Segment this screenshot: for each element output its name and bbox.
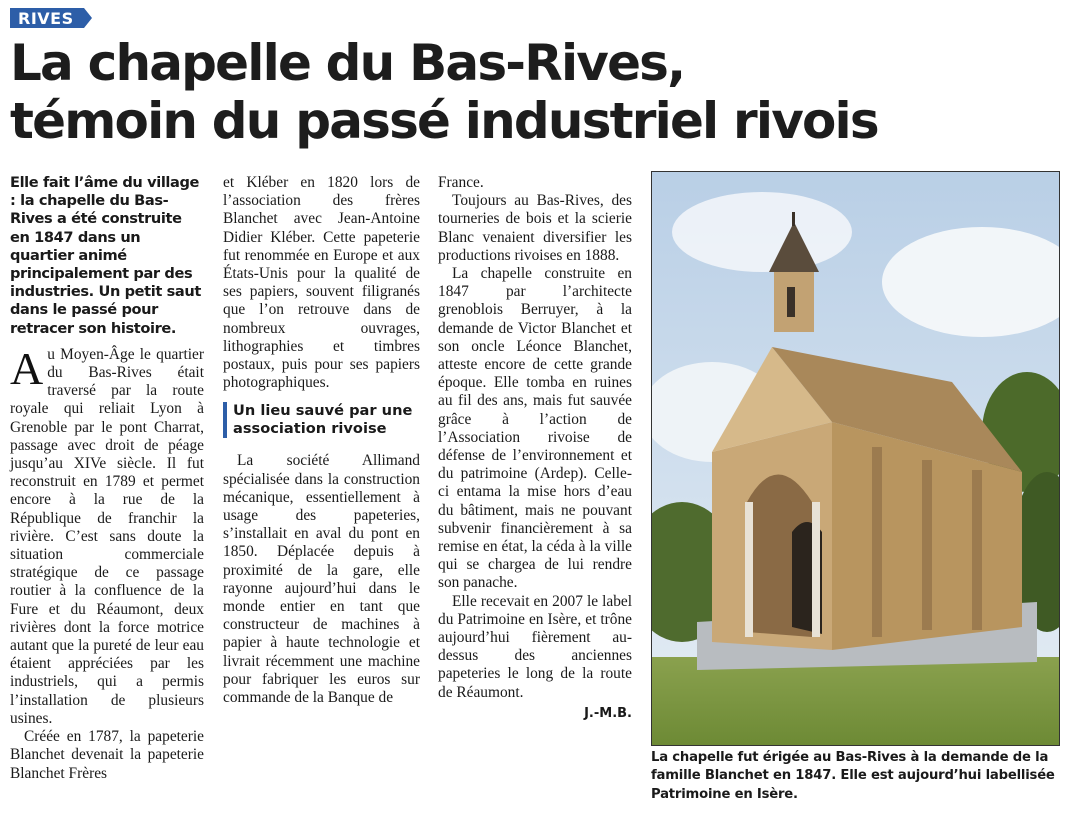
body-paragraph-6: Toujours au Bas-Rives, des tourneries de bois et la scierie Blanc venaient diversifier les productions rivoises en 1888. xyxy=(438,192,632,264)
body-paragraph-1 xyxy=(10,342,204,728)
column-2 xyxy=(223,174,420,707)
headline-line-1: La chapelle du Bas-Rives, xyxy=(10,34,685,92)
author-signature: J.-M.B. xyxy=(584,705,632,721)
body-paragraph-2: Créée en 1787, la papeterie Blanchet devenait la papeterie Blanchet Frères xyxy=(10,728,204,782)
headline-line-2: témoin du passé industriel rivois xyxy=(10,92,878,150)
body-paragraph-4: La société Allimand spécialisée dans la construction mécanique, essentiellement à usage des papeteries, s’installait en aval du pont en 1850. Déplacée depuis à proximité de la gare, elle rayonne aujourd’hui dans le monde entier en tant que constructeur de machines à papier à haute technologie et livrait récemment une machine pour fabriquer les euros sur commande de la Banque de xyxy=(223,452,420,707)
section-tag xyxy=(10,8,92,28)
column-1 xyxy=(10,174,204,783)
photo-caption: La chapelle fut érigée au Bas-Rives à la demande de la famille Blanchet en 1847. Elle est aujourd’hui labellisée Patrimoine en Isère. xyxy=(651,750,1055,802)
column-3 xyxy=(438,174,632,721)
chapel-photo xyxy=(651,171,1060,746)
body-paragraph-8: Elle recevait en 2007 le label du Patrimoine en Isère, et trône aujourd’hui fièrement au-dessus des anciennes papeteries le long de la route de Réaumont. xyxy=(438,592,632,701)
body-paragraph-1-text: u Moyen-Âge le quartier du Bas-Rives était traversé par la route royale qui reliait Lyon à Grenoble par le pont Charrat, passage avec droit de péage jusqu’au XIVe siècle. Il fut reconstruit en 1789 et permet encore à la rue de la République de franchir la rivière. C’est sans doute la situation commerciale stratégique de ce passage routier à la confluence de la Fure et du Réaumont, deux rivières dont la force motrice autant que la pureté de leur eau étaient appréciées par les industriels, qui a permis l’installation de plusieurs usines. xyxy=(10,345,204,727)
subheading: Un lieu sauvé par une association rivoise xyxy=(223,402,420,438)
lead-paragraph: Elle fait l’âme du village : la chapelle du Bas-Rives a été construite en 1847 dans un quartier animé principalement par des industries. Un petit saut dans le passé pour retracer son histoire. xyxy=(10,174,201,337)
drop-cap: A xyxy=(10,342,44,394)
section-tag-label: RIVES xyxy=(18,9,74,28)
headline xyxy=(10,34,1060,150)
chapel-illustration xyxy=(652,172,1059,745)
body-paragraph-7: La chapelle construite en 1847 par l’architecte grenoblois Berruyer, à la demande de Victor Blanchet et son oncle Léonce Blanchet, atteste encore de cette grande époque. Elle tomba en ruines au fil des ans, mais fut sauvée grâce à l’action de l’Association rivoise de défense de l’environnement et du patrimoine (Ardep). Celle-ci entama la mise hors d’eau du bâtiment, mais ne pouvant subvenir financièrement à sa remise en état, la céda à la ville qui se chargea de lui rendre son panache. xyxy=(438,265,632,592)
body-paragraph-3: et Kléber en 1820 lors de l’association des frères Blanchet avec Jean-Antoine Didier Kléber. Cette papeterie fut renommée en Europe et aux États-Unis pour la qualité de ses papiers, souvent filigranés que l’on retrouve dans de nombreux ouvrages, lithographies et timbres postaux, puis pour ses papiers photographiques. xyxy=(223,174,420,392)
body-paragraph-5: France. xyxy=(438,174,484,191)
